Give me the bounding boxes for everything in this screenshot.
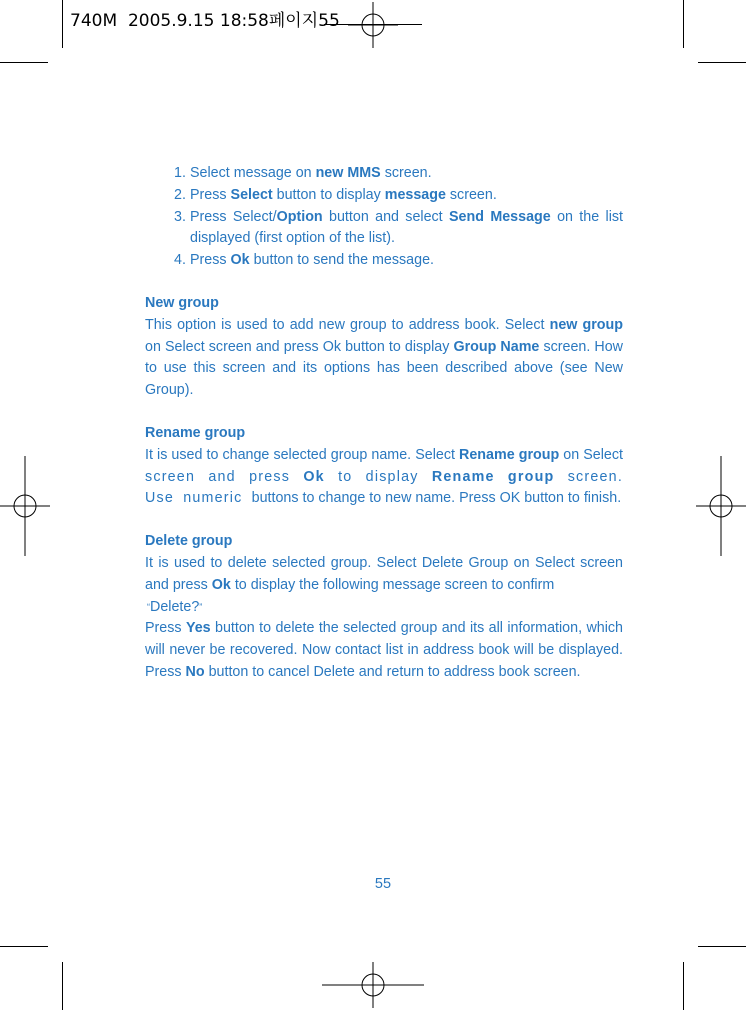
registration-mark-bottom-icon (322, 962, 424, 1008)
registration-mark-top-icon (348, 2, 398, 48)
crop-mark-br-v (683, 962, 684, 1010)
slug-date: 2005.9.15 (127, 11, 215, 31)
crop-mark-tl-v (62, 0, 63, 48)
list-item: 3. Press Select/Option button and select Send Message on the list displayed (first option of the list). (174, 208, 624, 247)
slug-page: 페이지55 (268, 11, 340, 31)
section-heading-delete-group: Delete group (145, 533, 233, 550)
crop-mark-br-h (698, 946, 746, 947)
page-content (145, 163, 623, 684)
section-heading-new-group: New group (145, 294, 219, 311)
delete-confirm-quote: “Delete?” (147, 598, 203, 615)
delete-group-result-paragraph: Press Yes button to delete the selected group and its all information, which will never be recovered. Now contact list in address book will be displayed. Press No button to cancel Delete and return to address book screen. (145, 620, 623, 680)
crop-mark-tr-v (683, 0, 684, 48)
list-item: 1. Select message on new MMS screen. (174, 165, 432, 181)
slug-model: 740M (70, 11, 118, 31)
list-item: 2. Press Select button to display message screen. (174, 186, 497, 203)
list-item: 4. Press Ok button to send the message. (174, 252, 435, 269)
delete-group-paragraph: It is used to delete selected group. Select Delete Group on Select screen and press Ok to display the following message screen to confirm (145, 554, 623, 593)
section-heading-rename-group: Rename group (145, 424, 246, 441)
rename-group-paragraph: It is used to change selected group name. Select Rename group on Select screen and press Ok to display Rename group screen. Use numeric buttons to change to new name. Press OK button to finish. (145, 446, 623, 507)
page-number: 55 (374, 876, 392, 892)
crop-mark-bl-v (62, 962, 63, 1010)
crop-mark-tr-h (698, 62, 746, 63)
crop-mark-bl-h (0, 946, 48, 947)
slug-time: 18:58 (219, 11, 269, 31)
crop-mark-tl-h (0, 62, 48, 63)
print-slug (70, 6, 340, 31)
steps-list (145, 163, 623, 272)
new-group-paragraph: This option is used to add new group to address book. Select new group on Select screen and press Ok button to display Group Name screen. How to use this screen and its options has been described above (see New Group). (145, 316, 624, 399)
registration-mark-left-icon (0, 456, 50, 556)
registration-mark-right-icon (696, 456, 746, 556)
